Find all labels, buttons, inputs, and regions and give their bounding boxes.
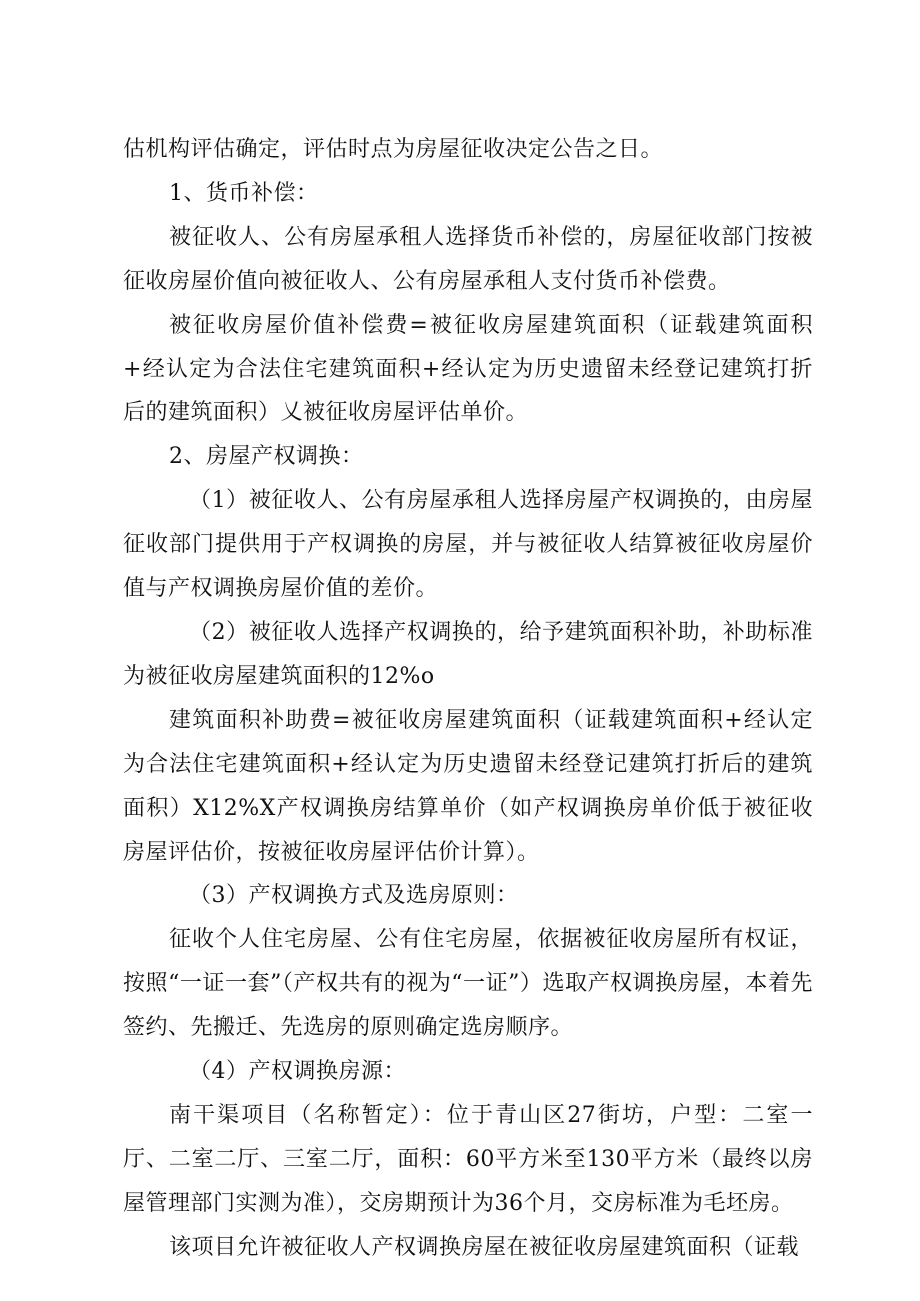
paragraph-monetary-compensation: 被征收人、公有房屋承租人选择货币补偿的，房屋征收部门按被征收房屋价值向被征收人、公有房屋承租人支付货币补偿费。 [123,224,813,294]
paragraph-exchange-item-1: （1）被征收人、公有房屋承租人选择房屋产权调换的，由房屋征收部门提供用于产权调换的房屋，并与被征收人结算被征收房屋价值与产权调换房屋价值的差价。 [123,488,813,602]
heading-exchange-housing-source: （4）产权调换房源： [189,1059,406,1085]
paragraph-project-allowance: 该项目允许被征收人产权调换房屋在被征收房屋建筑面积（证载 [169,1234,800,1260]
document-body [123,128,813,1270]
paragraph-value-compensation-formula: 被征收房屋价值补偿费=被征收房屋建筑面积（证载建筑面积+经认定为合法住宅建筑面积+经认定为历史遗留未经登记建筑打折后的建筑面积）乂被征收房屋评估单价。 [123,312,813,426]
paragraph-area-subsidy-formula: 建筑面积补助费=被征收房屋建筑面积（证载建筑面积+经认定为合法住宅建筑面积+经认定为历史遗留未经登记建筑打折后的建筑面积）X12%X产权调换房结算单价（如产权调换房单价低于被征收房屋评估价，按被征收房屋评估价计算）。 [123,707,813,865]
paragraph-housing-source: 南干渠项目（名称暂定）：位于青山区27街坊，户型：二室一厅、二室二厅、三室二厅，面积：60平方米至130平方米（最终以房屋管理部门实测为准），交房期预计为36个月，交房标准为毛坯房。 [123,1102,813,1216]
heading-monetary-compensation: 1、货币补偿： [169,180,319,206]
paragraph-exchange-method: 征收个人住宅房屋、公有住宅房屋，依据被征收房屋所有权证，按照“一证一套”（产权共有的视为“一证”）选取产权调换房屋，本着先签约、先搬迁、先选房的原则确定选房顺序。 [123,927,813,1041]
heading-exchange-method: （3）产权调换方式及选房原则： [189,883,519,909]
paragraph-exchange-item-2: （2）被征收人选择产权调换的，给予建筑面积补助，补助标准为被征收房屋建筑面积的12%o [123,619,813,689]
heading-property-exchange: 2、房屋产权调换： [169,444,364,470]
paragraph-assessment-date: 估机构评估确定，评估时点为房屋征收决定公告之日。 [123,137,664,162]
